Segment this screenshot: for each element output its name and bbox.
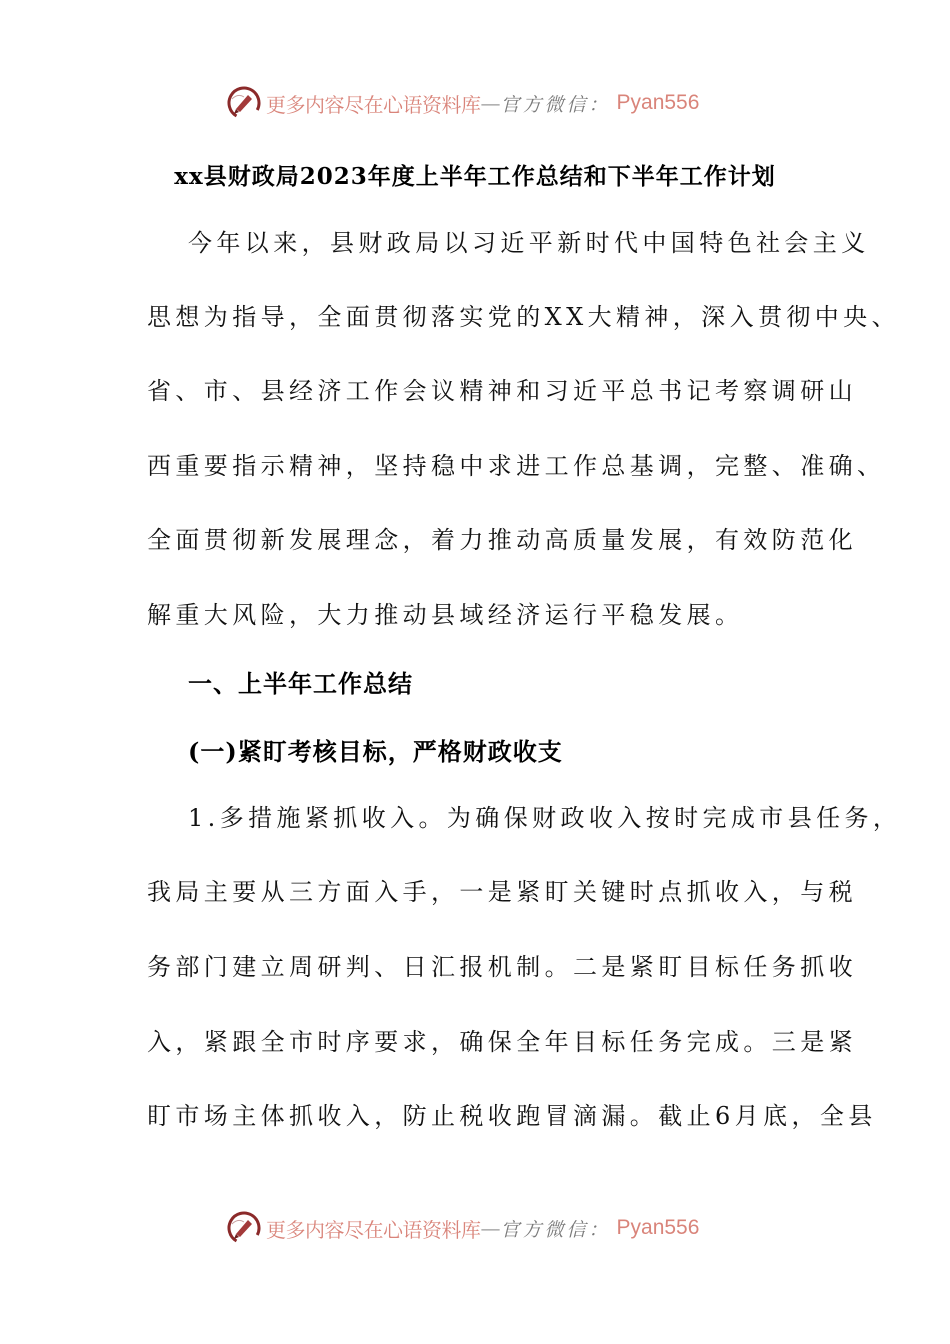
watermark-dash: —	[480, 1216, 501, 1240]
intro-line: 西重要指示精神，坚持稳中求进工作总基调，完整、准确、	[147, 452, 886, 480]
item1-line: 1.多措施紧抓收入。为确保财政收入按时完成市县任务，	[188, 804, 902, 832]
intro-line: 省、市、县经济工作会议精神和习近平总书记考察调研山	[147, 377, 857, 405]
section-heading: 一、上半年工作总结	[188, 669, 413, 698]
item1-line: 我局主要从三方面入手，一是紧盯关键时点抓收入，与税	[147, 878, 857, 906]
intro-line: 思想为指导，全面贯彻落实党的XX大精神，深入贯彻中央、	[147, 303, 900, 331]
item1-line: 盯市场主体抓收入，防止税收跑冒滴漏。截止6月底，全县	[147, 1102, 877, 1130]
item1-line: 入，紧跟全市时序要求，确保全年目标任务完成。三是紧	[147, 1028, 857, 1056]
header-watermark	[226, 82, 699, 124]
quill-pen-logo-icon	[226, 1210, 262, 1246]
watermark-wechat-id: Pyan556	[616, 1216, 700, 1239]
footer-watermark	[226, 1207, 699, 1249]
intro-line: 今年以来，县财政局以习近平新时代中国特色社会主义	[188, 229, 870, 257]
watermark-label: 官方微信：	[500, 1218, 611, 1241]
watermark-wechat-id: Pyan556	[616, 91, 700, 114]
watermark-label: 官方微信：	[500, 93, 611, 116]
watermark-main-text: 更多内容尽在心语资料库	[266, 92, 481, 117]
subsection-heading: (一)紧盯考核目标，严格财政收支	[188, 737, 563, 766]
item1-line: 务部门建立周研判、日汇报机制。二是紧盯目标任务抓收	[147, 953, 857, 981]
watermark-dash: —	[480, 91, 501, 115]
watermark-main-text: 更多内容尽在心语资料库	[266, 1217, 481, 1242]
document-title: xx县财政局2023年度上半年工作总结和下半年工作计划	[174, 163, 776, 190]
quill-pen-logo-icon	[226, 85, 262, 121]
intro-line: 解重大风险，大力推动县域经济运行平稳发展。	[147, 601, 744, 629]
intro-line: 全面贯彻新发展理念，着力推动高质量发展，有效防范化	[147, 526, 857, 554]
